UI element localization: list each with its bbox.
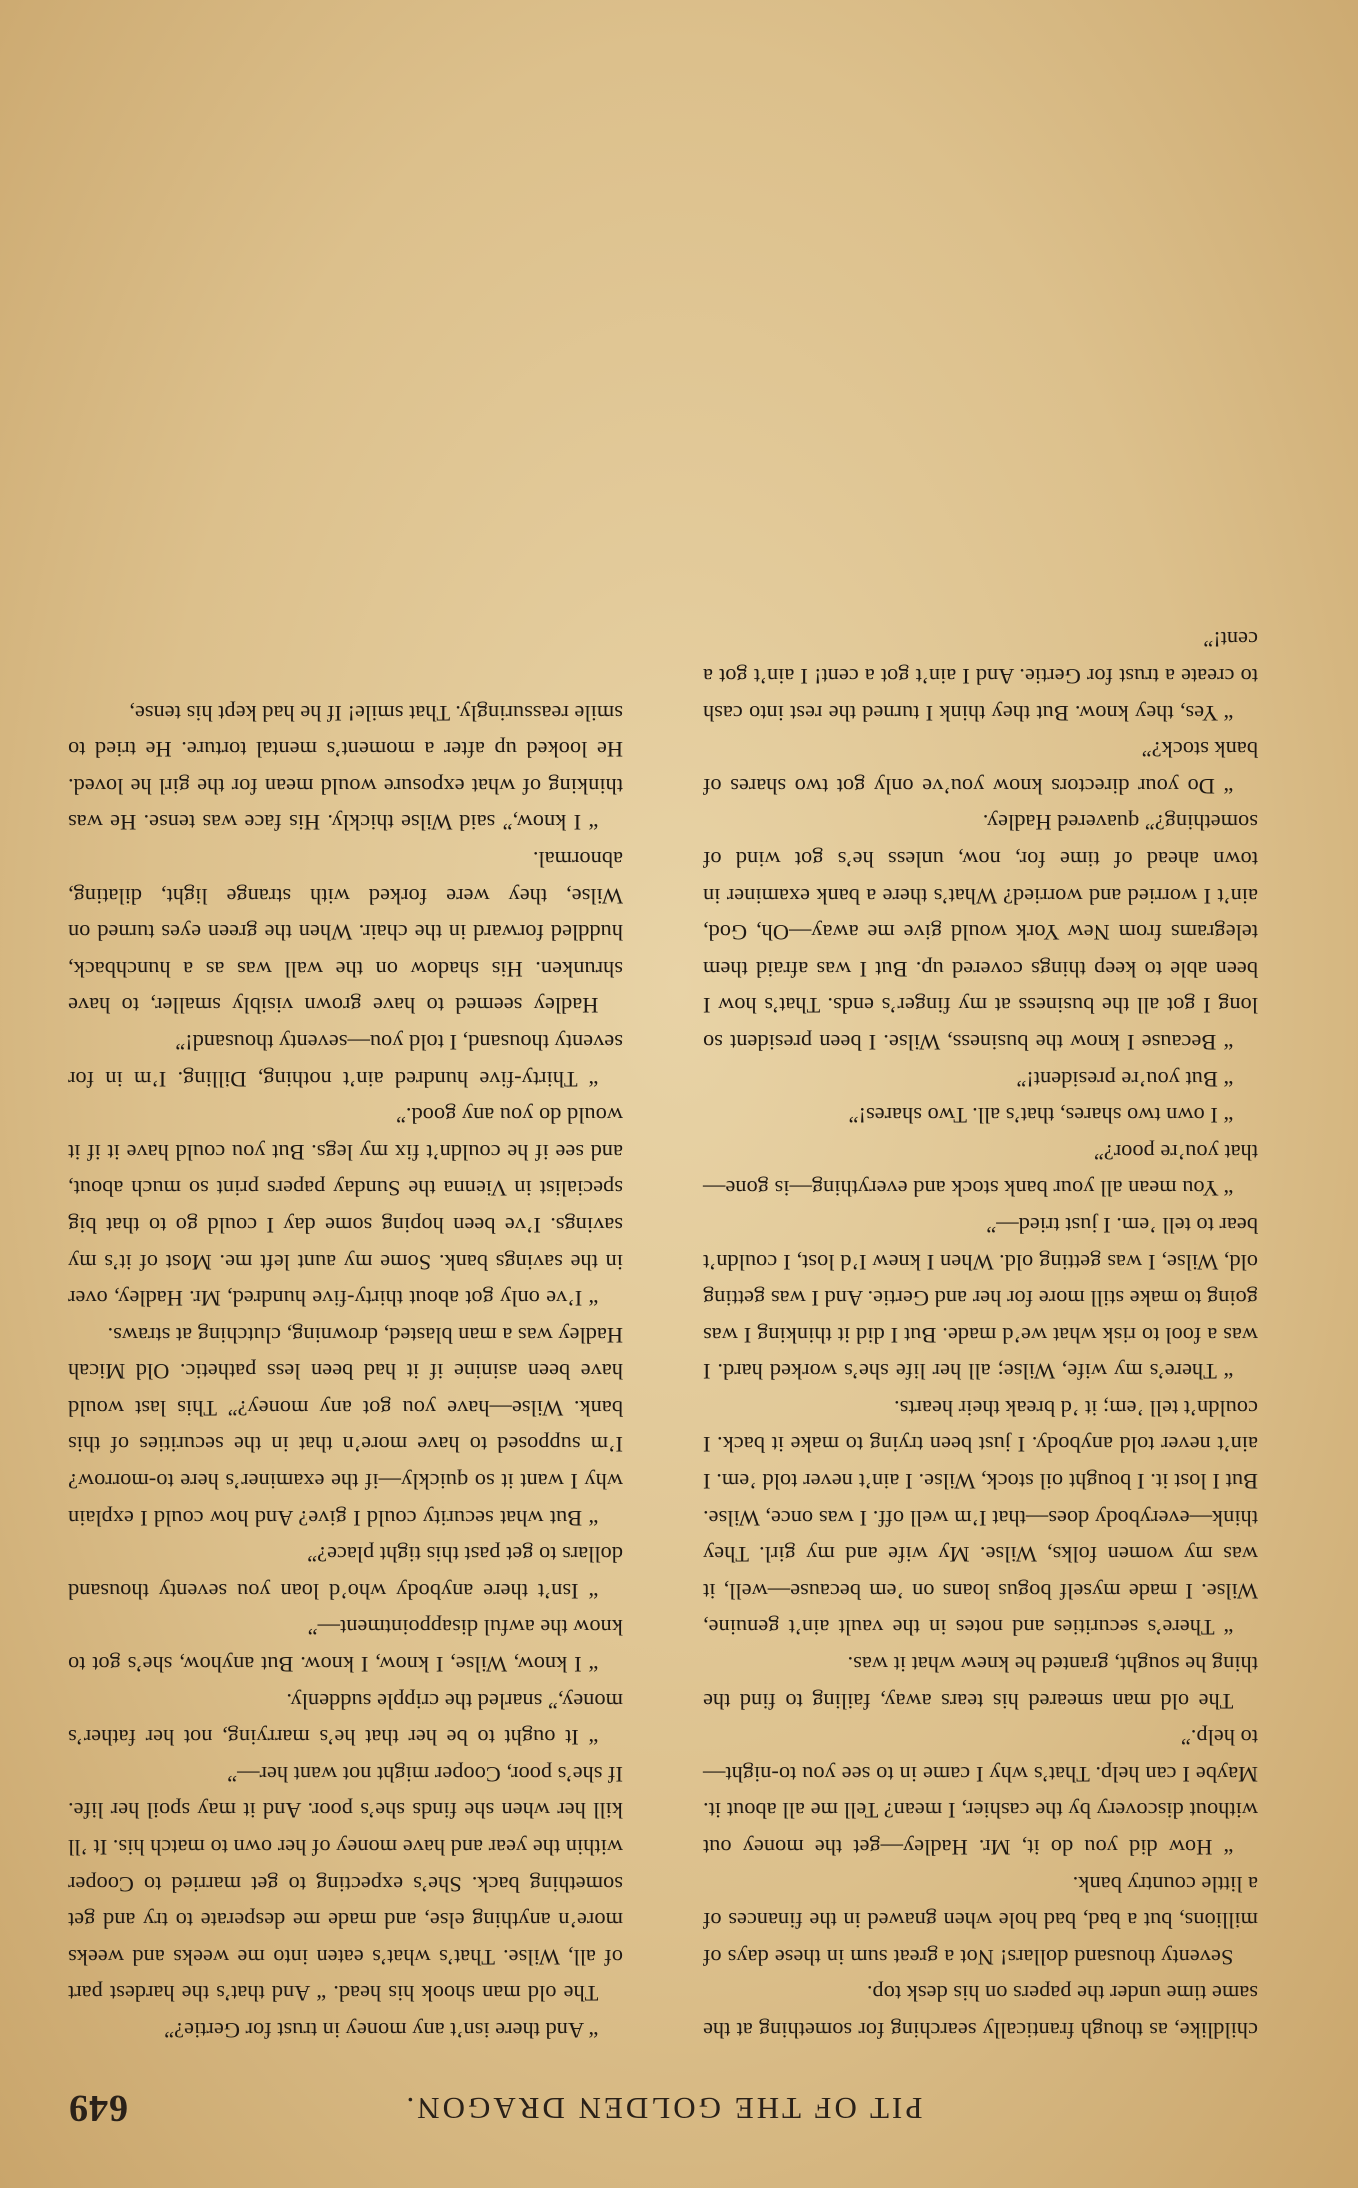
paragraph: “ How did you do it, Mr. Hadley—get the money out without discovery by the cashier, I mean? Tell me all about it. Maybe I can help. That’s why I came in to see you to-night—to help.” (703, 1725, 1258, 1861)
paragraph: “ Do your directors know you’ve only got two shares of bank stock?” (703, 737, 1258, 799)
paragraph: Seventy thousand dollars! Not a great sum in these days of millions, but a bad, bad hole when gnawed in the finances of a little country bank. (703, 1871, 1258, 1970)
running-title: PIT OF THE GOLDEN DRAGON. (403, 2091, 923, 2126)
left-column (703, 621, 1258, 2048)
running-header (68, 2076, 1258, 2129)
page-number: 649 (68, 2087, 128, 2129)
paragraph: The old man smeared his tears away, failing to find the thing he sought, granted he knew what it was. (703, 1652, 1258, 1714)
paragraph: “ It ought to be her that he’s marrying, not her father’s money,” snarled the cripple suddenly. (68, 1688, 623, 1751)
paragraph: “ I know, Wilse, I know, I know. But anyhow, she’s got to know the awful disappointment—” (68, 1615, 623, 1678)
paragraph: “ Because I know the business, Wilse. I been president so long I got all the business at my finger’s ends. That’s how I been able to keep things covered up. But I was afraid them telegrams from New York would give me away—Oh, God, ain’t I worried and worried? What’s there a bank examiner in town ahead of time for, now, unless he’s got wind of something?” quavered Hadley. (703, 810, 1258, 1055)
paragraph: childlike, as though frantically searching for something at the same time under the papers on his desk top. (703, 1981, 1258, 2043)
paragraph: “ But what security could I give? And how could I explain why I want it so quickly—if the examiner’s here to-morrow? I’m supposed to have more’n that in the securities of this bank. Wilse—have you got any money?” This last would have been asinine if it had been less pathetic. Old Micah Hadley was a man blasted, drowning, clutching at straws. (68, 1322, 623, 1531)
paragraph: “ You mean all your bank stock and everything—is gone—that you’re poor?” (703, 1139, 1258, 1202)
paragraph: “ Thirty-five hundred ain’t nothing, Dilling. I’m in for seventy thousand, I told you—seventy thousand!” (68, 1029, 623, 1092)
paragraph: Hadley seemed to have grown visibly smaller, to have shrunken. His shadow on the wall was as a hunchback, huddled forward in the chair. When the green eyes turned on Wilse, they were forked with strange light, dilating, abnormal. (68, 847, 623, 1019)
paragraph: “ Yes, they know. But they think I turned the rest into cash to create a trust for Gertie. And I ain’t got a cent! I ain’t got a cent!” (703, 627, 1258, 726)
paragraph: “ There’s my wife, Wilse; all her life she’s worked hard. I was a fool to risk what we’d made. But I did it thinking I was going to make still more for her and Gertie. And I was getting old, Wilse, I was getting old. When I knew I’d lost, I couldn’t bear to tell ’em. I just tried—” (703, 1212, 1258, 1385)
paragraph: “ Isn’t there anybody who’d loan you seventy thousand dollars to get past this tight place?” (68, 1542, 623, 1604)
paragraph: “ There’s securities and notes in the vault ain’t genuine, Wilse. I made myself bogus loans on ’em because—well, it was my women folks, Wilse. My wife and my girl. They think—everybody does—that I’m well off. I was once, Wilse. But I lost it. I bought oil stock, Wilse. I ain’t never told ’em. I ain’t never told anybody. I just been trying to make it back. I couldn’t tell ’em; it ’d break their hearts. (703, 1395, 1258, 1641)
right-column (68, 694, 623, 2048)
paragraph: “ I know,” said Wilse thickly. His face was tense. He was thinking of what exposure would mean for the girl he loved. He looked up after a moment’s mental torture. He tried to smile reassuringly. That smile! If he had kept his tense, (68, 700, 623, 836)
paragraph: “ And there isn’t any money in trust for Gertie?” (164, 2018, 599, 2043)
paragraph: “ I’ve only got about thirty-five hundred, Mr. Hadley, over in the savings bank. Some my aunt left me. Most of it’s my savings. I’ve been hoping some day I could go to that big specialist in Vienna the Sunday papers print so much about, and see if he couldn’t fix my legs. But you could have it if it would do you any good.” (68, 1103, 623, 1312)
paragraph: “ But you’re president!” (1016, 1066, 1234, 1092)
paragraph: “ I own two shares, that’s all. Two shares!” (848, 1103, 1234, 1129)
paragraph: The old man shook his head. “ And that’s the hardest part of all, Wilse. That’s what’s eaten into me weeks and weeks more’n anything else, and made me desperate to try and get something back. She’s expecting to get married to Cooper within the year and have money of her own to match his. It ’ll kill her when she finds she’s poor. And it may spoil her life. If she’s poor, Cooper might not want her—” (68, 1761, 623, 2007)
